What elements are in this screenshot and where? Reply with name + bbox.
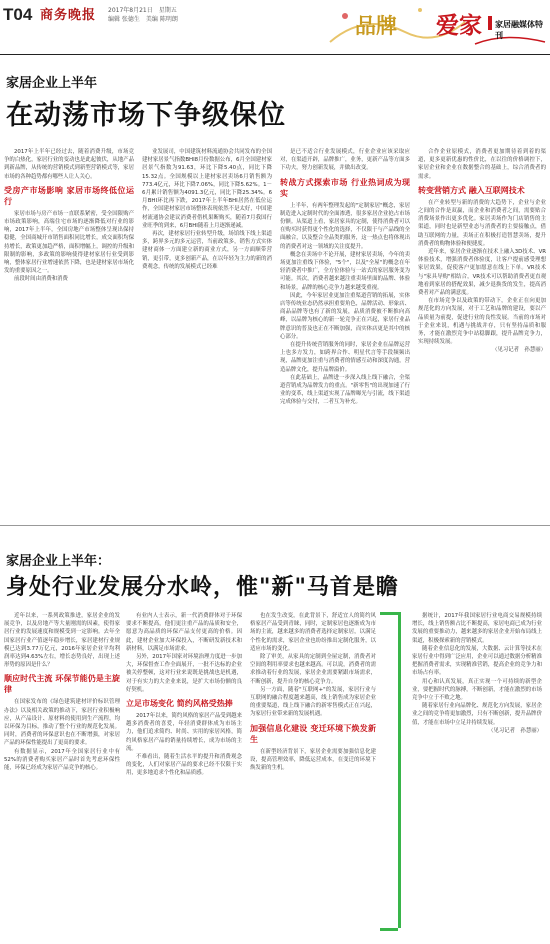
paragraph: 在新型经济背景下，家居企业需要加强信息化建设，提高管理效率，降低运营成本，在变迁的环境下焕发新的生机。 — [250, 748, 376, 772]
article-divider — [0, 525, 550, 526]
paragraph: 上半年，有两年整理发起的"定制家居"概念，家居制造进入定制时代的全面渗透，很多家居企业抢占市场份额。从渠道上看，家居家具的定制，使得消费者可以在购买时获得更个性化的选择，不仅限于与产品线的全面融合，以及整合全品类的服务，这一热点也将体现出的消费者对这一领域的关注度提升。 — [280, 202, 410, 250]
paragraph: 近年以来，一系列政策推进，家居企业的发展竞争，以及房地产等大量刚需的因素，使得家居行业的发展速度和规模受到一定影响。去年全国家居行业产值逐年稳步增长，家居建材行业规模已达到3.77万亿元，2016年家居企业平均利润率达到4.63%左右，增长态势良好，出现上述形势的原因是什么？ — [4, 613, 120, 669]
paragraph: 家居市场与房产市场一直联系紧密，受全国限购产市场政策影响，高端住宅市场的逐渐降低对行业的影响，2017年上半年，全国房地产市场整体呈现出保持稳健，全国商城开市销售面积同比增长，成交面积均保持增长，政策更加趋严格，面积增幅上，调控的升级和限制的影响，多政策的影响使得建材家居行业受到影响，整体家居行业增速依然下降，也是建材家居市场化发的重要原因之一。 — [4, 210, 134, 275]
article2-headline: 身处行业发展分水岭，惟"新"马首是瞻 — [6, 575, 399, 600]
paragraph: 也在发生改变，在此背景下，舒适宜人的简约风格家居产品受到青睐，同时，定制家居也逐渐成为市场的主流，越来越多的消费者选择定制家居，以满足个性化的需求，家居企业也纷纷推出定制化服务，以适应市场的变化。 — [250, 613, 376, 652]
paragraph: 用心和认真发展，真正实现一个可持续的新型企业，要把握时代的脉搏，不断创新，才能在激烈的市场竞争中立于不败之地。 — [412, 678, 542, 702]
subheading: 顺应时代主流 环保节能仍是主旋律 — [4, 674, 120, 695]
green-decor-line — [398, 612, 401, 928]
paragraph: 随着家居行业向品牌化、规范化方向发展，家居企业之间的竞争将更加激烈，只有不断创新，提升品牌价值，才能在市场中立足并持续发展。 — [412, 703, 542, 726]
brand-logo-pinpai: 品牌 — [355, 13, 397, 38]
paragraph: 因此，今年家居业更加注重渠道营销的拓展，实体店等传统业态仍然承担重要角色，品牌活动、形象店、商品品牌等也有了新的发展，品质消费被不断推向高峰，以品牌为核心的新一轮竞争正在兴起，家居行业品牌意识的普及也正在不断加强，而实体店更是其中的核心部分。 — [280, 292, 410, 340]
article2-column-1 — [4, 612, 120, 940]
article2-column-3 — [250, 612, 376, 940]
green-decor-dash-top — [380, 612, 398, 615]
paragraph: 另一方面，随着"互联网+"的发展，家居行业与互联网的融合程度越来越高，线上销售成为家居企业的重要渠道，线上线下融合的新零售模式正在兴起，为家居行业带来新的发展机遇。 — [250, 686, 376, 718]
paragraph: 合作企业原模式，消费者更加期待着到着的渠道，更多更新优惠的性价比，在以往的价格调控下，家居企业和企业在数据整合的基础上，综合消费者的需求。 — [418, 149, 546, 180]
brand-subtitle: 家居融媒体特刊 — [495, 20, 543, 40]
paragraph: 在国家发布的《绿色建筑建材评价标识管理办法》以及相关政策的推动下，家居行业积极响应，从产品设计、原材料的使用到生产流程，均以环保为目标，推动了整个行业的规范化发展。同时，消费者的环保意识也在不断增强，对家居产品的环保性能提出了更高的要求。 — [4, 699, 120, 747]
page-number: T04 — [3, 5, 33, 24]
subheading: 加强信息化建设 变迁环境下焕发新生 — [250, 723, 376, 744]
byline: （见习记者 孙慧丽） — [488, 727, 542, 734]
paragraph: 2017年上半年已经过去，随着消费升级，市场竞争的白热化，家居行业的变动也是此起彼伏，从地产品到新品牌，从传统的营销模式到新型营销模式等，家居市场的各种趋势都有哪些人让人关心。 — [4, 149, 134, 180]
paragraph: 在提升传统营销服务的同时，家居企业在品牌运营上也多方发力，如跨界合作、明星代言等手段频频出现，品牌更加注重与消费者的情感互动和深度沟通，营造品牌文化，提升品牌溢价。 — [280, 342, 410, 373]
byline: （见习记者 孙慧丽） — [492, 347, 546, 354]
article1-headline: 在动荡市场下争级保位 — [6, 100, 286, 131]
paragraph: 前段时间由消费和消费 — [14, 276, 68, 283]
article1-blank-area — [4, 412, 272, 522]
paragraph: 概念在卖场中不论开展，建材家居卖场，今年的卖场更加注重线下体验，"5个"，以及"全屋"的概念在年轻消费者中推广，全方位体验与一站式的家居服务变为可能。其次，消费者越来越注重卖场里面的品牌、体验和场景，品牌的核心竞争力越来越受重视。 — [280, 251, 410, 291]
paragraph: 近年来，家居企业逐渐在技术上融入3D技术、VR体验技术，增强消费者体验度，让客户提前感受理想家居效果，促使客户更加愿意在线上下单。VR技术与"家具导购"相结合，VR技术可以帮助消费者更直观地看到家居的搭配效果，减少退换货的发生，提高消费者对产品的满意度。 — [418, 249, 546, 297]
header-rule — [0, 54, 550, 55]
brand-accent-bar — [488, 16, 492, 30]
article2-column-4 — [412, 612, 542, 940]
brand-logo-aijia: 爱家 — [436, 12, 482, 39]
paragraph: 有业内人士表示，新一代消费群体对于环保要求不断提高，他们更注重产品的品质和安全，愿意为高品质的环保产品支付更高的价格。因此，建材企业加大环保投入，不断研发新技术和新材料，以满足市场需求。 — [126, 613, 242, 652]
paragraph: 再次，建材家居行业转型升级，场馆线下线上渠道多，跨界多元的多元运营，当前政策多，销售方式实体建材商体一方面建立新的商业方式，另一方面顺带营销，更引带，更多创新产品，在以年轻为主力的新的消费观念，传统的发展模式已经难 — [142, 231, 272, 270]
subheading: 立足市场变化 简约风格受热捧 — [126, 699, 233, 709]
brand-banner — [325, 2, 550, 52]
green-decor-dash-bottom — [380, 928, 398, 931]
article1-column-4 — [418, 148, 546, 520]
paragraph: 另外，2017年国家对环境治理力度进一步加大，环保督查工作全面展开，一批不达标的企业被关停整顿，这对行业来说既是挑战也是机遇，对于有实力的大企业来说，是扩大市场份额的良好契机。 — [126, 654, 242, 693]
article1-column-2 — [142, 148, 272, 410]
article1-column-1 — [4, 148, 134, 410]
paragraph: 是已不适合行业发展模式，行业企业应该采取应对，在渠道开辟，品牌推广，业务，更新产品等方面多下功夫，努力创新发展，并做出改变。 — [280, 149, 410, 172]
subheading: 受房产市场影响 家居市场终低位运行 — [4, 185, 134, 206]
issue-date: 2017年8月21日 星期五 — [108, 7, 177, 14]
subheading: 转变营销方式 融入互联网技术 — [418, 185, 525, 195]
subheading: 转战方式探索市场 行业热词成为现实 — [280, 177, 410, 198]
paragraph: 2017年以来，简约风格的家居产品受到越来越多消费者的喜爱，年轻消费群体成为市场主力，他们追求简约、时尚、实用的家居风格，简约风格家居产品的销量持续增长，成为市场的主流。 — [126, 713, 242, 752]
article2-kicker: 家居企业上半年： — [6, 554, 111, 569]
paragraph: 据统计，2017年我国家居行业电商交易规模持续增长，线上销售额占比不断提高，家居电商已成为行业发展的重要推动力，越来越多的家居企业开始布局线上渠道，积极探索新的营销模式。 — [412, 613, 542, 644]
paragraph: 在产业转型与新的消费的大趋势下，企业与企业之间的合作是双赢，而企业和消费者之间，需要贴合消费场景作出更多优化。家居卖场作为门店销售的主渠道，同时也是新型业态与消费者的主要接触点，借助互联网的力量，卖场正在积极打造智慧卖场，提升消费者的购物体验和便捷度。 — [418, 199, 546, 247]
editor-credits: 编辑 张德生 美编 陈明朗 — [108, 16, 178, 23]
paragraph: 不难看出，随着生活水平的提升和消费观念的变化，人们对家居产品的要求已经不仅限于实用，更多地追求个性化和品质感。 — [126, 754, 242, 777]
paragraph: 除了审美，从家具的定制到全屋定制，消费者对空间的利用率要求也越来越高。可以说，消费者的需求推动着行业的发展，家居企业需要紧跟市场需求，不断创新，提升自身的核心竞争力。 — [250, 654, 376, 685]
newspaper-name: 商务晚报 — [40, 8, 97, 23]
paragraph: 随着企业信息化的发展，大数据、云计算等技术在家居行业中得到广泛应用，企业可以通过数据分析精准把握消费者需求，实现精准营销，提高企业的竞争力和市场占有率。 — [412, 645, 542, 677]
page-header — [0, 0, 550, 58]
paragraph: 在市场竞争以及政策的带动下，企业正在向更加规范化的方向发展，对于工艺和品牌的建设，要以产品质量为前提，促进行业的良性发展。当前的市场对于企业来说，机遇与挑战并存，只有坚持品质和服务，才能在激烈竞争中站稳脚跟，提升品牌竞争力，实现持续发展。 — [418, 298, 546, 346]
paragraph: 业发展司，中国建筑材料流通协会共同发布的全国建材家居景气指数BHI8月份数据公布，6月全国建材家居景气指数为91.63，环比下降5.40点，同比下降15.32点。全国规模以上建材家居卖场6月销售额为773.4亿元，环比下降7.06%，同比下降5.62%。1－6月累计销售额为4091.3亿元，同比下降25.34%。6月BHI环比再下跌，2017年上半年BHI居然在低位运作，全国建材家居市场整体表现依然不是太好，中国建材流通协会建议消费者借机果断购买，随着7月我国行业旺季的到来，6月BHI随着上月逐渐递减。 — [142, 149, 272, 229]
paragraph: 有数据显示，2017年全国家居行业中有52%的消费者购买家居产品时首先考虑环保性能，环保已经成为家居产品竞争的核心。 — [4, 748, 120, 772]
article1-column-3 — [280, 148, 410, 516]
article1-kicker: 家居企业上半年 — [6, 76, 98, 91]
article2-column-2 — [126, 612, 242, 940]
paragraph: 在此基础上，品牌进一步深入线上线下融合，全渠道营销成为品牌发力的重点。"新零售"的出现加速了行业的变革，线上渠道实现了品牌曝光与引流，线下渠道完成体验与交付，二者互为补充。 — [280, 374, 410, 406]
